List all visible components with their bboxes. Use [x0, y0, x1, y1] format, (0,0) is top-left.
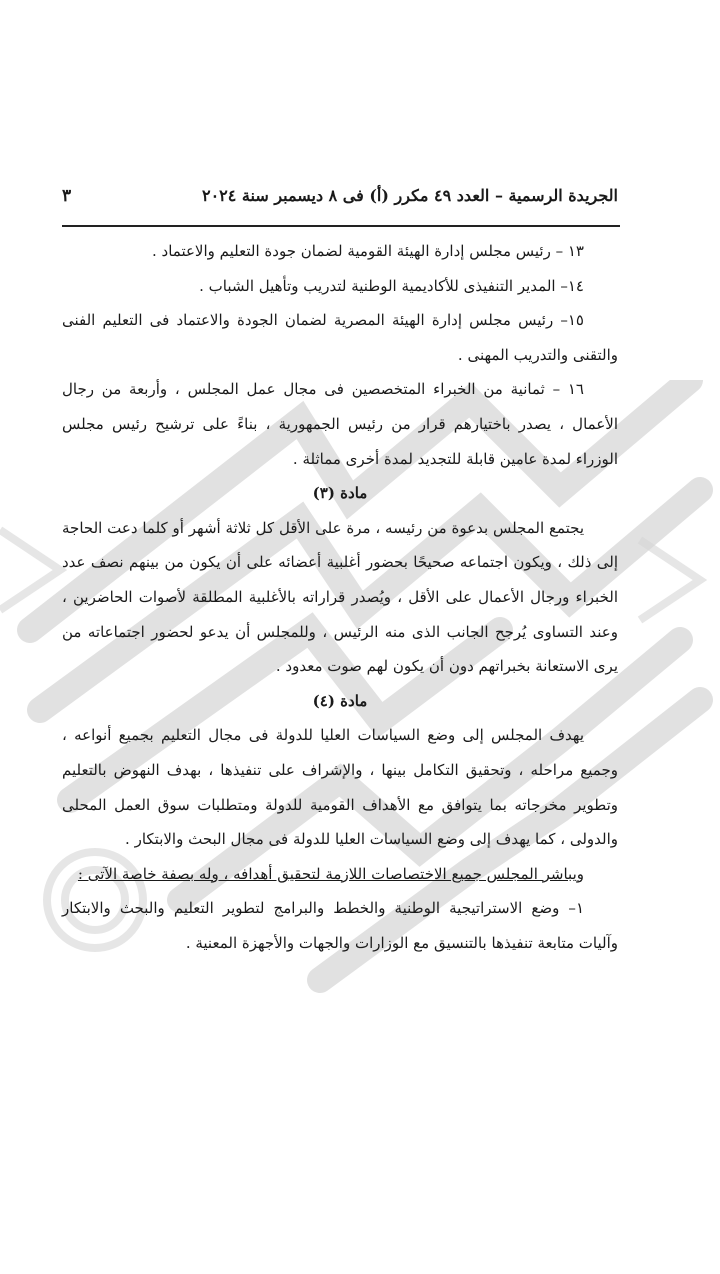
- item-13: ١٣ – رئيس مجلس إدارة الهيئة القومية لضمان جودة التعليم والاعتماد .: [152, 242, 584, 260]
- article-4-title: مادة (٤): [312, 691, 368, 710]
- gazette-header-title: الجريدة الرسمية – العدد ٤٩ مكرر (أ) فى ٨ ديسمبر سنة ٢٠٢٤: [201, 186, 618, 205]
- item-15: ١٥– رئيس مجلس إدارة الهيئة المصرية لضمان الجودة والاعتماد فى التعليم الفنى والتقنى والتدريب المهنى .: [62, 311, 618, 364]
- document-body: [62, 234, 618, 960]
- article-4-text: يهدف المجلس إلى وضع السياسات العليا للدولة فى مجال التعليم بجميع أنواعه ، وجميع مراحله ، وتحقيق التكامل بينها ، والإشراف على تنفيذها ، بهدف النهوض بالتعليم وتطوير مخرجاته بما يتوافق مع الأهداف القومية للدولة ومتطلبات سوق العمل المحلى والدولى ، كما يهدف إلى وضع السياسات العليا للدولة فى مجال البحث والابتكار .: [62, 726, 618, 849]
- page-number: ٣: [62, 186, 72, 206]
- article-3-text: يجتمع المجلس بدعوة من رئيسه ، مرة على الأقل كل ثلاثة أشهر أو كلما دعت الحاجة إلى ذلك ، ويكون اجتماعه صحيحًا بحضور أغلبية أعضائه على أن يكون من بينهم نصف عدد الخبراء ورجال الأعمال على الأقل ، ويُصدر قراراته بالأغلبية المطلقة لأصوات الحاضرين ، وعند التساوى يُرجح الجانب الذى منه الرئيس ، وللمجلس أن يدعو لحضور اجتماعاته من يرى الاستعانة بخبراتهم دون أن يكون لهم صوت معدود .: [62, 518, 618, 676]
- header-divider: [62, 225, 620, 227]
- item-14: ١٤– المدير التنفيذى للأكاديمية الوطنية لتدريب وتأهيل الشباب .: [199, 276, 584, 295]
- item-16: ١٦ – ثمانية من الخبراء المتخصصين فى مجال عمل المجلس ، وأربعة من رجال الأعمال ، يصدر باختيارهم قرار من رئيس الجمهورية ، بناءً على ترشيح رئيس مجلس الوزراء لمدة عامين قابلة للتجديد لمدة أخرى مماثلة .: [62, 380, 618, 468]
- article-4-intro: ويباشر المجلس جميع الاختصاصات اللازمة لتحقيق أهدافه ، وله بصفة خاصة الآتى :: [77, 864, 584, 883]
- article-4-point-1: ١– وضع الاستراتيجية الوطنية والخطط والبرامج لتطوير التعليم والبحث والابتكار وآليات متابعة تنفيذها بالتنسيق مع الوزارات والجهات والأجهزة المعنية .: [62, 899, 618, 952]
- page-header: [62, 186, 618, 216]
- article-3-title: مادة (٣): [312, 484, 368, 503]
